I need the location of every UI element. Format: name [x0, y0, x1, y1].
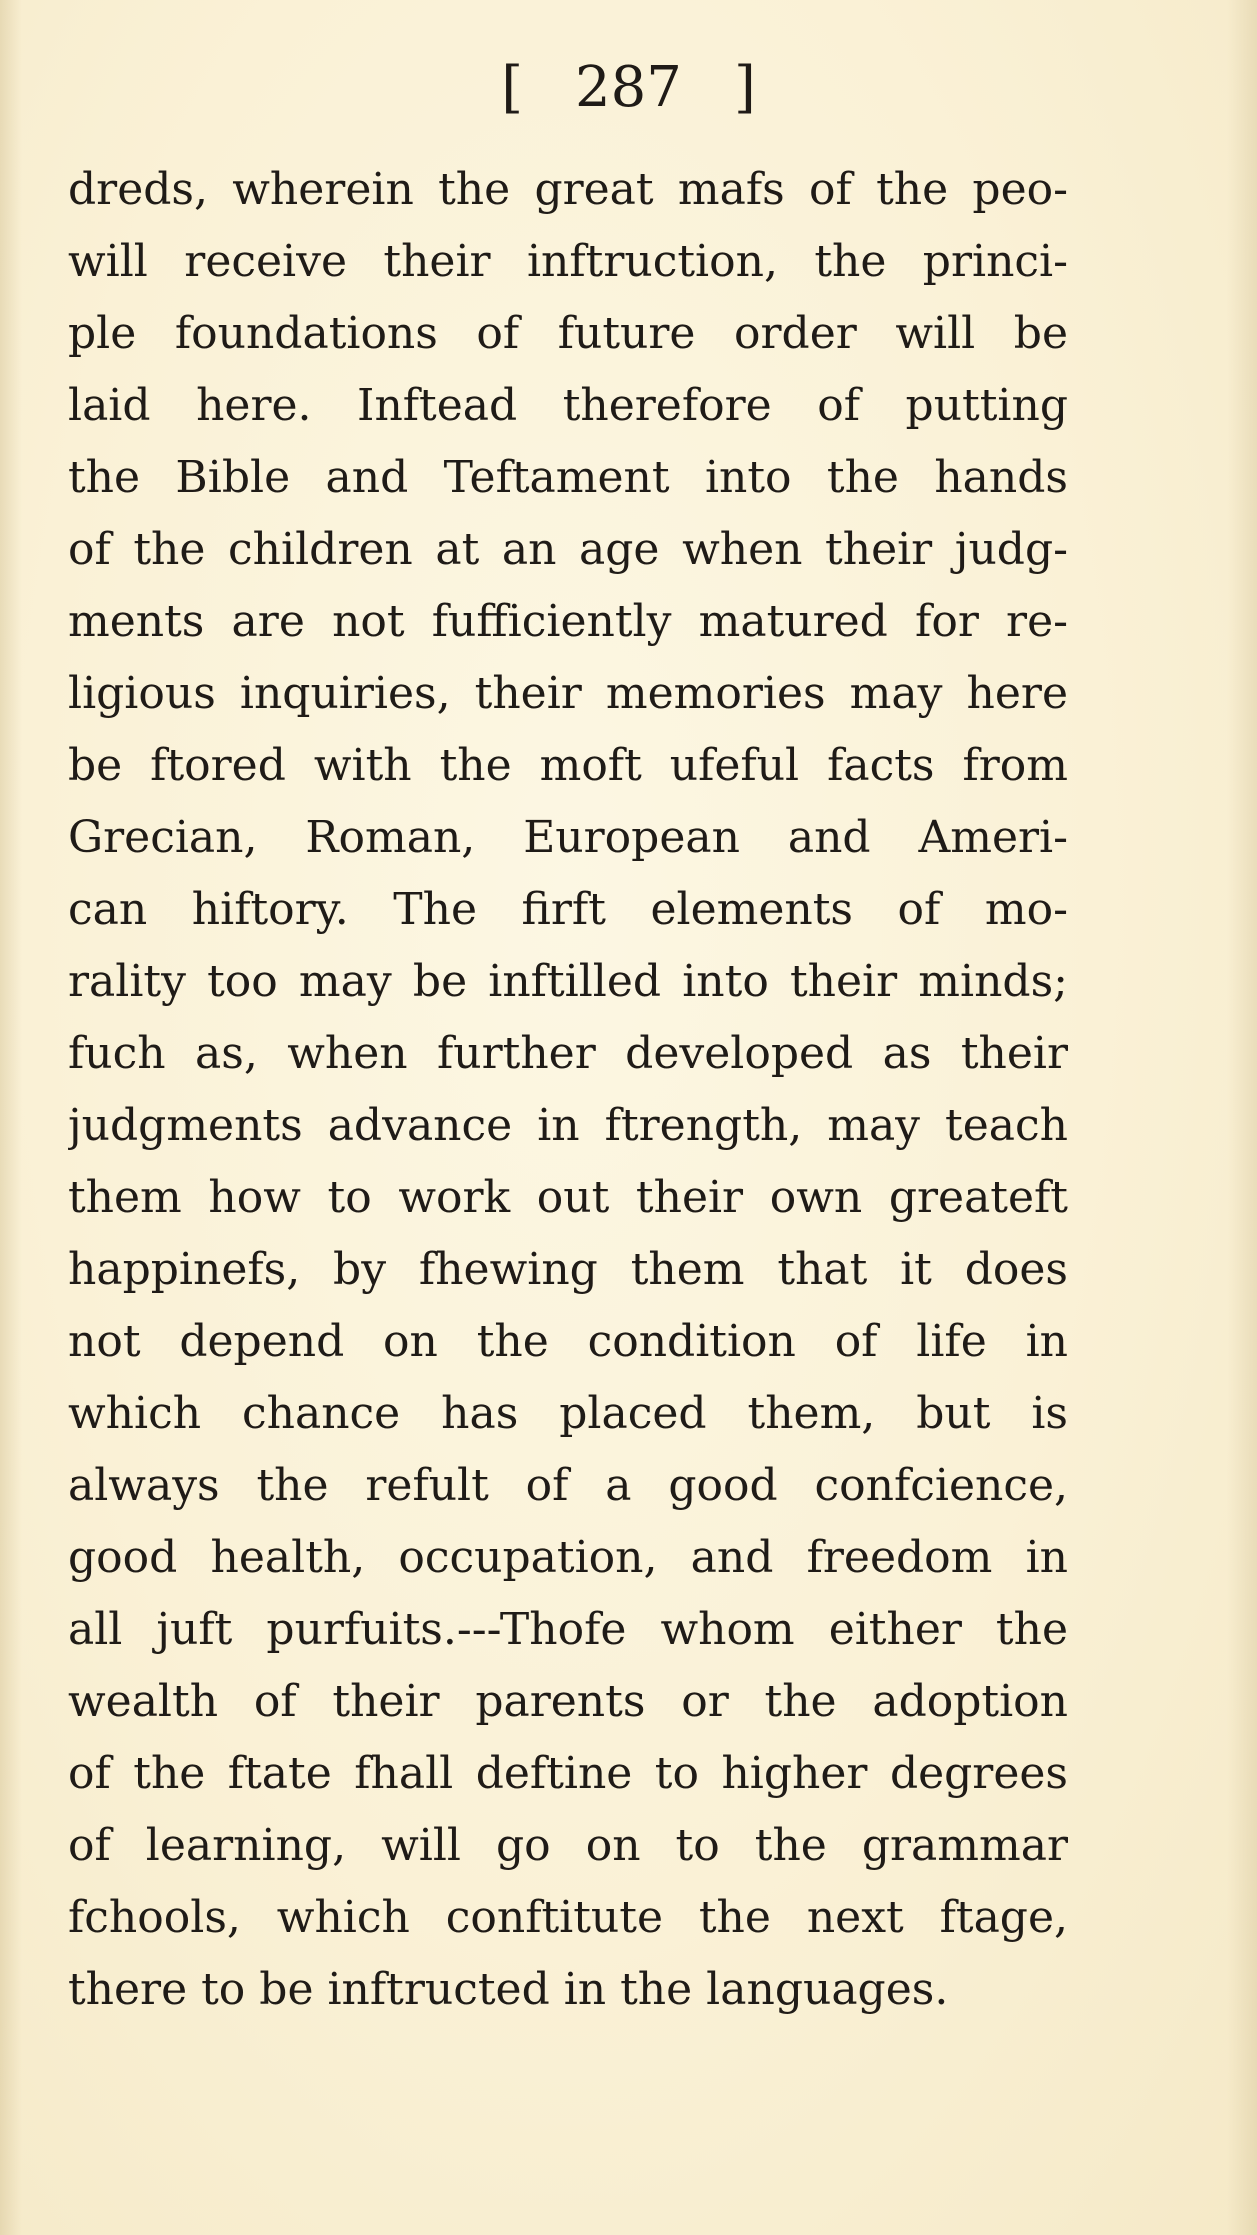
text-line-8: ligious inquiries, their memories may here	[68, 668, 1068, 719]
text-line-21: all juft purfuits.---Thofe whom either the	[68, 1604, 1068, 1655]
gutter-shadow	[0, 0, 22, 2235]
page-header	[0, 48, 1257, 128]
text-line-5: the Bible and Teftament into the hands	[68, 452, 1068, 503]
close-bracket: ]	[733, 55, 756, 120]
text-line-13: fuch as, when further developed as their	[68, 1028, 1068, 1079]
text-line-16: happinefs, by fhewing them that it does	[68, 1244, 1068, 1295]
text-line-1: dreds, wherein the great mafs of the peo-	[68, 164, 1068, 215]
text-line-18: which chance has placed them, but is	[68, 1388, 1068, 1439]
text-line-9: be ftored with the moft ufeful facts from	[68, 740, 1068, 791]
text-line-17: not depend on the condition of life in	[68, 1316, 1068, 1367]
text-line-22: wealth of their parents or the adoption	[68, 1676, 1068, 1727]
text-line-14: judgments advance in ftrength, may teach	[68, 1100, 1068, 1151]
text-line-19: always the refult of a good confcience,	[68, 1460, 1068, 1511]
text-line-11: can hiftory. The firft elements of mo-	[68, 884, 1068, 935]
text-line-24: of learning, will go on to the grammar	[68, 1820, 1068, 1871]
text-line-4: laid here. Inftead therefore of putting	[68, 380, 1068, 431]
text-line-12: rality too may be inftilled into their minds;	[68, 956, 1068, 1007]
body-text	[68, 154, 1068, 2026]
text-line-20: good health, occupation, and freedom in	[68, 1532, 1068, 1583]
text-line-7: ments are not fufficiently matured for re-	[68, 596, 1068, 647]
page-number: 287	[575, 55, 682, 120]
text-line-26: there to be inftructed in the languages.	[68, 1964, 949, 2015]
text-line-15: them how to work out their own greateft	[68, 1172, 1068, 1223]
text-line-10: Grecian, Roman, European and Ameri-	[68, 812, 1068, 863]
text-line-2: will receive their inftruction, the princi-	[68, 236, 1068, 287]
text-line-3: ple foundations of future order will be	[68, 308, 1068, 359]
page-edge-shadow	[1227, 0, 1257, 2235]
text-line-6: of the children at an age when their judg-	[68, 524, 1068, 575]
text-line-23: of the ftate fhall deftine to higher degrees	[68, 1748, 1068, 1799]
text-line-25: fchools, which conftitute the next ftage,	[68, 1892, 1068, 1943]
open-bracket: [	[501, 55, 524, 120]
